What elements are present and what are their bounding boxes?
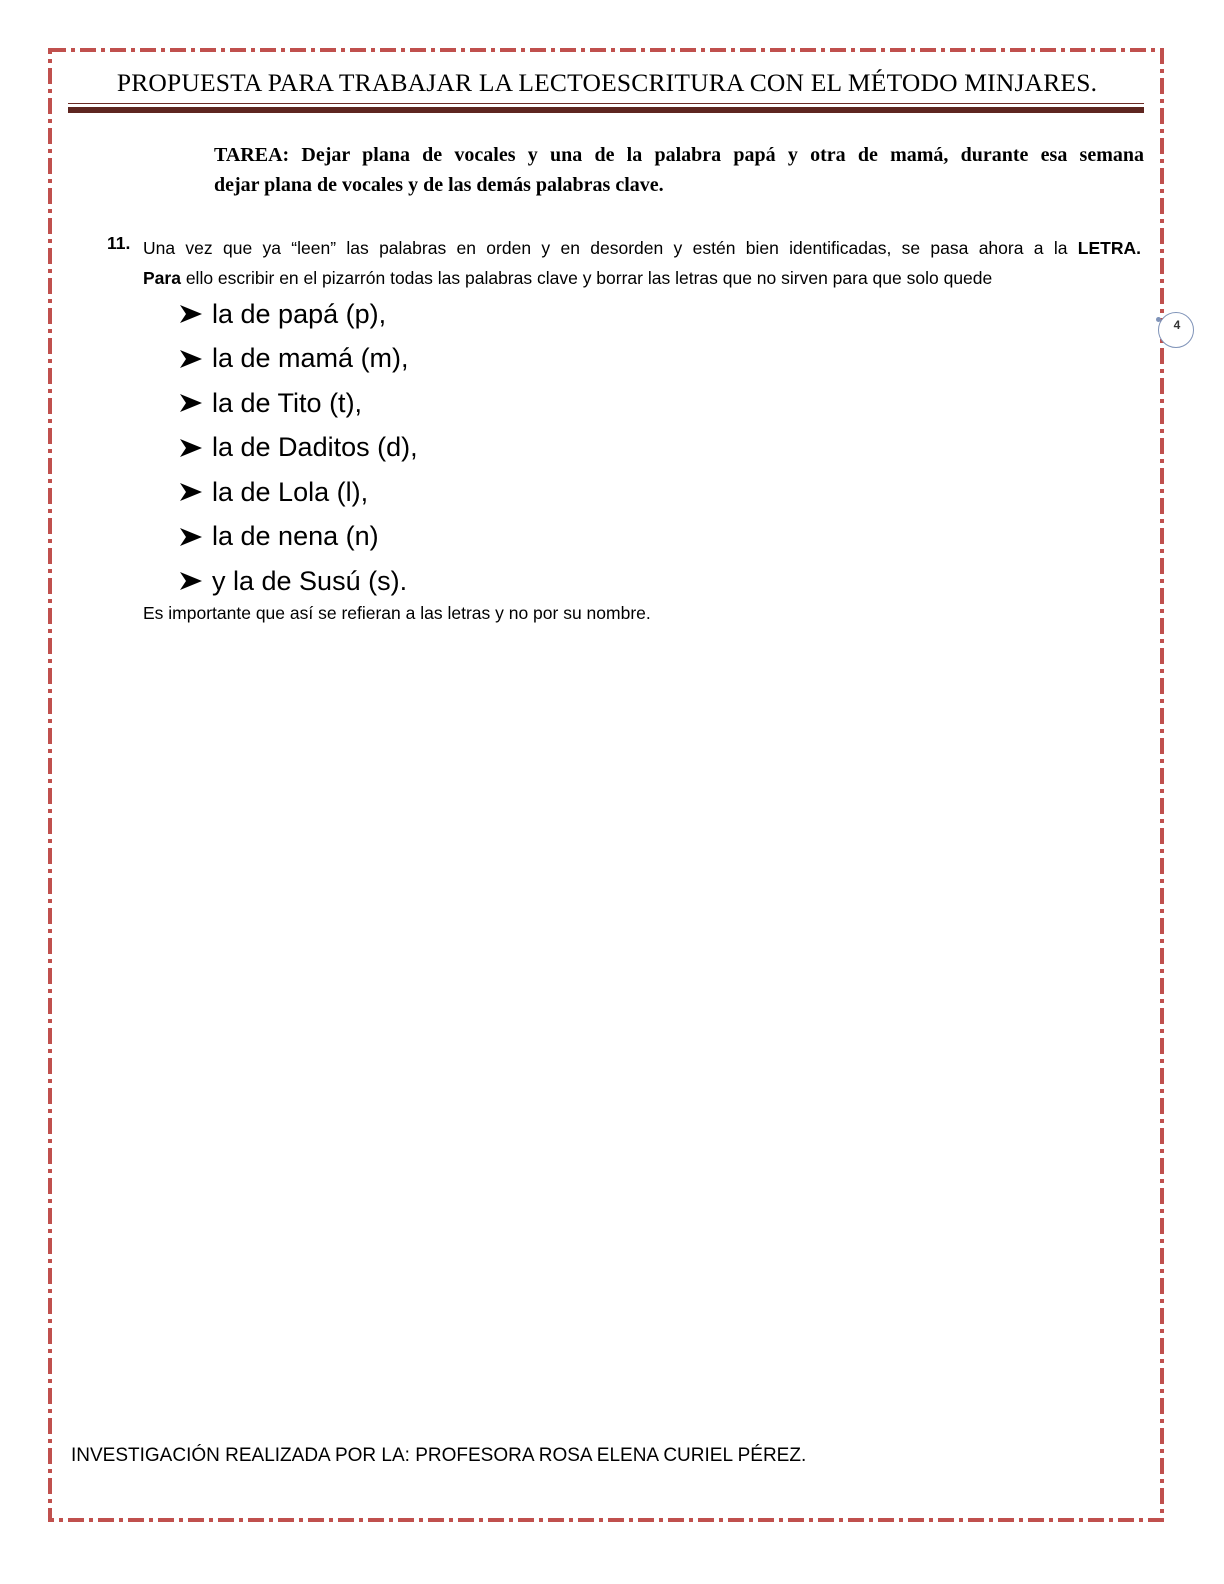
arrow-bullet-icon: [178, 526, 204, 548]
item-paragraph-line-2: [143, 263, 1141, 293]
page-number-badge: [1158, 312, 1194, 348]
homework-label: TAREA:: [214, 144, 290, 166]
list-item: [178, 292, 418, 337]
item-text-1: Una vez que ya “leen” las palabras en orden y en desorden y estén bien identificadas, se pasa ahora a la: [143, 238, 1068, 258]
item-number: 11.: [107, 233, 131, 253]
homework-text-2: dejar plana de vocales y de las demás palabras clave.: [214, 174, 664, 196]
list-item-text: la de mamá (m),: [212, 343, 409, 374]
item-text-2: ello escribir en el pizarrón todas las palabras clave y borrar las letras que no sirven para que solo quede: [185, 268, 993, 288]
item-paragraph-line-1: [143, 233, 1141, 263]
homework-line-1: [214, 140, 1144, 170]
arrow-bullet-icon: [178, 481, 204, 503]
list-item-text: la de Tito (t),: [212, 387, 363, 418]
header-rule-thin: [68, 103, 1144, 104]
list-item-text: la de papá (p),: [212, 298, 387, 329]
closing-note: Es importante que así se refieran a las letras y no por su nombre.: [143, 603, 651, 623]
header-rule-thick: [68, 107, 1144, 113]
list-item: [178, 337, 418, 382]
list-item: [178, 515, 418, 560]
arrow-bullet-icon: [178, 437, 204, 459]
page-number: 4: [1173, 318, 1181, 332]
list-item-text: y la de Susú (s).: [212, 565, 408, 596]
homework-text-1: Dejar plana de vocales y una de la palabra papá y otra de mamá, durante esa semana: [301, 144, 1144, 166]
list-item-text: la de Lola (l),: [212, 476, 369, 507]
footer-credit: INVESTIGACIÓN REALIZADA POR LA: PROFESORA ROSA ELENA CURIEL PÉREZ.: [71, 1445, 807, 1466]
list-item: [178, 381, 418, 426]
item-bold-para: Para: [143, 268, 181, 288]
arrow-bullet-icon: [178, 348, 204, 370]
list-item-text: la de nena (n): [212, 521, 379, 552]
item-paragraph: [143, 233, 1141, 293]
arrow-bullet-icon: [178, 303, 204, 325]
homework-note: [214, 140, 1144, 200]
letter-list: [178, 292, 418, 604]
list-item: [178, 559, 418, 604]
list-item-text: la de Daditos (d),: [212, 432, 418, 463]
arrow-bullet-icon: [178, 570, 204, 592]
item-bold-letra: LETRA.: [1077, 238, 1141, 258]
arrow-bullet-icon: [178, 392, 204, 414]
page-header-title: PROPUESTA PARA TRABAJAR LA LECTOESCRITURA CON EL MÉTODO MINJARES.: [116, 68, 1098, 97]
list-item: [178, 470, 418, 515]
list-item: [178, 426, 418, 471]
